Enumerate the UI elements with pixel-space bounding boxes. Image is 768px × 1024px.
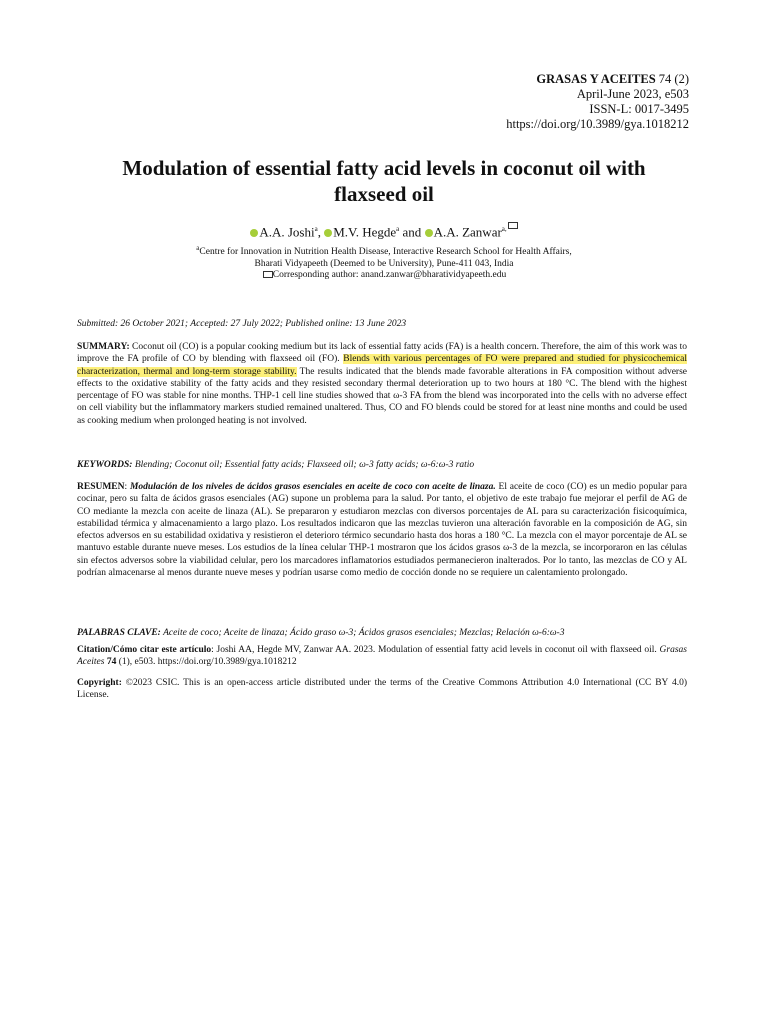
journal-line [506,72,689,87]
copyright [77,677,687,702]
article-title: Modulation of essential fatty acid levels in coconut oil with flaxseed oil [122,156,646,206]
summary-text-2: The results indicated that the blends made favorable alterations in FA composition without adverse effects to the oxidative stability of the fatty acids and they resisted secondary thermal deterioration up to two hours at 180 °C. The blend with the highest percentage of FO was stable for nine months. THP-1 cell line studies showed that ω-3 FA from the blend was incorporated into the cells with no adverse effect on cell viability but the inflammatory markers studied remained unaltered. Thus, CO and FO blends could be stored for at least nine months and could be used as cooking medium when prolonged heating is not involved. [77,366,687,426]
resumen-colon: : [124,482,130,492]
orcid-icon[interactable] [425,229,433,237]
palabras-text: Aceite de coco; Aceite de linaza; Ácido graso ω-3; Ácidos grasos esenciales; Mezclas; Relación ω-6:ω-3 [160,628,565,638]
summary-label: SUMMARY: [77,342,130,352]
submission-dates: Submitted: 26 October 2021; Accepted: 27 July 2022; Published online: 13 June 2023 [77,319,407,329]
affiliation-line-2: Bharati Vidyapeeth (Deemed to be University), Pune-411 043, India [254,258,514,269]
issue-line: April-June 2023, e503 [576,87,689,101]
summary-paragraph [77,341,687,427]
envelope-icon [263,271,273,278]
affiliation-line-1 [0,243,768,259]
resumen-title: Modulación de los niveles de ácidos grasos esenciales en aceite de coco con aceite de linaza. [129,482,496,492]
palabras-clave [77,627,687,639]
citation-text-2: (1), e503. https://doi.org/10.3989/gya.1018212 [116,657,297,668]
citation [77,644,687,669]
orcid-icon[interactable] [324,229,332,237]
summary-text-1: Coconut oil (CO) is a popular cooking medium but its lack of essential fatty acids (FA) is a health concern. Therefore, the aim of this work was to improve the FA profile of CO by blending with flaxseed oil (FO). [77,342,687,365]
palabras-label: PALABRAS CLAVE: [77,628,161,638]
citation-journal: Grasas Aceites [77,645,687,668]
citation-text-1: : Joshi AA, Hegde MV, Zanwar AA. 2023. Modulation of essential fatty acid levels in coconut oil with flaxseed oil. [211,645,660,655]
resumen-label: RESUMEN [77,482,125,492]
citation-label: Citation/Cómo citar este artículo [77,645,212,655]
journal-header [506,72,689,132]
journal-volume: 74 (2) [658,72,689,86]
doi-link[interactable]: https://doi.org/10.3989/gya.1018212 [506,117,689,131]
author-1-sup: a [314,225,318,233]
resumen-paragraph [77,481,687,579]
keywords-text: Blending; Coconut oil; Essential fatty acids; Flaxseed oil; ω-3 fatty acids; ω-6:ω-3 ratio [132,460,475,470]
affiliation-sup: a [196,243,200,252]
highlighted-text[interactable]: Blends with various percentages of FO were prepared and studied for physicochemical characterization, thermal and long-term storage stability. [77,354,687,377]
copyright-label: Copyright: [77,678,122,688]
author-list: A.A. Joshi$^a$, M.V. Hegde$^a$ and A.A. Zanwar$^{a,}$ [0,224,768,240]
keywords [77,459,687,471]
issn: ISSN-L: 0017-3495 [589,102,689,116]
journal-name: GRASAS Y ACEITES [536,72,656,86]
citation-volume: 74 [104,657,117,668]
author-3: A.A. Zanwar [433,224,502,240]
resumen-text: El aceite de coco (CO) es un medio popular para cocinar, pero su falta de ácidos grasos esenciales (AG) supone un problema para la salud. Por tanto, el objetivo de este trabajo fue mejorar el perfil de AG de CO mediante la mezcla con aceite de linaza (AL). Se prepararon y estudiaron mezclas con diversos porcentajes de AL para su caracterización fisicoquímica, estabilidad térmica y almacenamiento a largo plazo. Los resultados indicaron que las mezclas tuvieron una alteración favorable en la composición de AG, sin efectos adversos en su estabilidad oxidativa y resistieron el deterioro térmico secundario hasta dos horas a 180 °C. La mezcla con el mayor porcentaje de AL se mantuvo estable durante nueve meses. Los estudios de la línea celular THP-1 mostraron que los ácidos grasos ω-3 de la mezcla, se incorporaron en las células sin efectos adversos sobre la viabilidad celular, pero los marcadores inflamatorios estudiados permanecieron inalterados. Por lo tanto, las mezclas de CO y AL podrían almacenarse al menos durante nueve meses y podrían usarse como medio de cocción donde no se requiere un calentamiento prolongado. [77,482,688,579]
envelope-icon[interactable] [508,222,518,229]
orcid-icon[interactable] [250,229,258,237]
author-3-sup: a, [501,225,507,233]
affiliation [0,243,768,282]
corresponding-author-text: Corresponding author: anand.zanwar@bharatividyapeeth.edu [272,270,507,280]
author-2: M.V. Hegde [333,224,397,240]
author-2-sup: a [396,225,400,233]
affiliation-line-1-text: Centre for Innovation in Nutrition Health Disease, Interactive Research School for Health Affairs, [199,247,572,257]
keywords-label: KEYWORDS: [77,460,133,470]
corresponding-author [0,270,768,282]
copyright-text: ©2023 CSIC. This is an open-access article distributed under the terms of the Creative Commons Attribution 4.0 International (CC BY 4.0) License. [77,678,687,701]
author-1: A.A. Joshi [259,224,315,240]
author-and: and [402,224,422,240]
